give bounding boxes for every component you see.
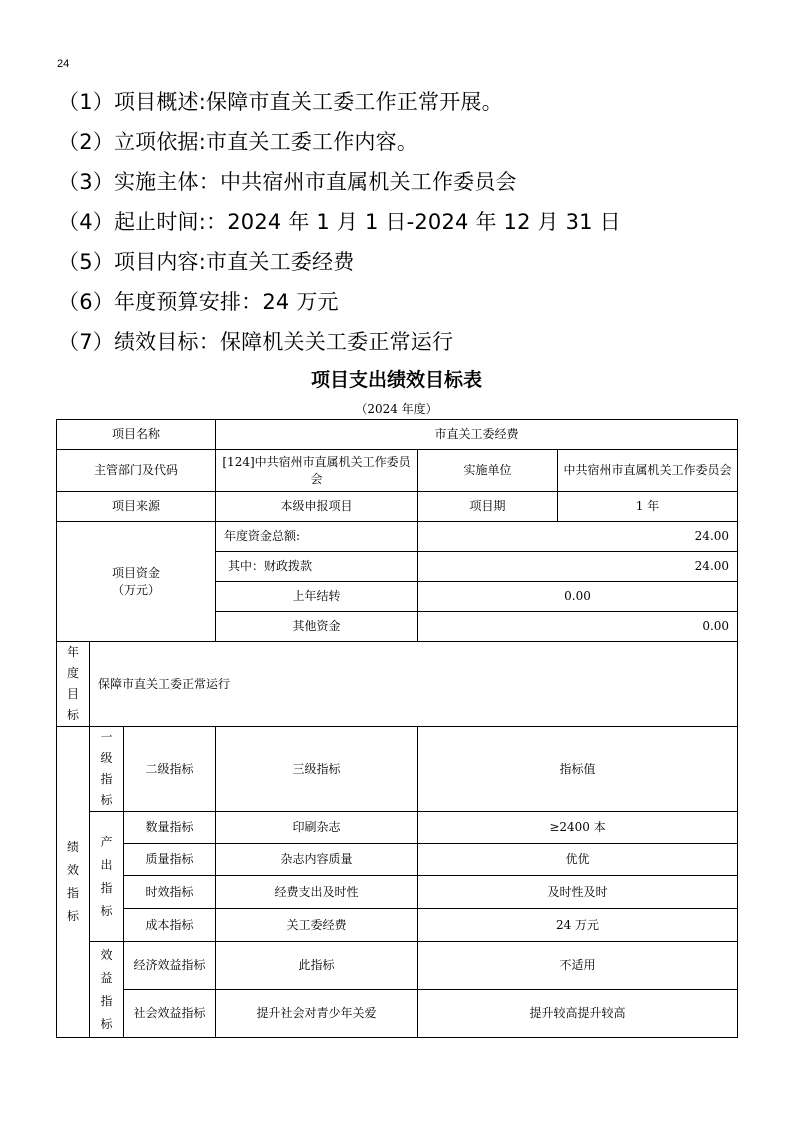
- funds-carry-label: 上年结转: [216, 582, 418, 612]
- output-l3: 经费支出及时性: [216, 876, 418, 909]
- funds-fiscal-value: 24.00: [418, 552, 738, 582]
- source-label: 项目来源: [57, 492, 216, 522]
- value-header: 指标值: [418, 727, 738, 812]
- funds-unit: （万元）: [112, 582, 161, 597]
- output-l2: 时效指标: [124, 876, 216, 909]
- output-indicator-label: 产 出 指 标: [90, 812, 124, 942]
- funds-fiscal-label: 其中：财政拨款: [216, 552, 418, 582]
- level2-header: 二级指标: [124, 727, 216, 812]
- table-row: [57, 942, 738, 990]
- table-row: [57, 492, 738, 522]
- table-row: [57, 876, 738, 909]
- benefit-indicator-label: 效 益 指 标: [90, 942, 124, 1038]
- table-row: [57, 990, 738, 1038]
- output-value: 24 万元: [418, 909, 738, 942]
- impl-value: 中共宿州市直属机关工作委员会: [558, 450, 738, 492]
- output-value: 及时性及时: [418, 876, 738, 909]
- perf-indicator-label: 绩 效 指 标: [57, 727, 90, 1038]
- benefit-l2: 经济效益指标: [124, 942, 216, 990]
- table-year: （2024 年度）: [355, 402, 438, 416]
- benefit-value: 不适用: [418, 942, 738, 990]
- output-l3: 关工委经费: [216, 909, 418, 942]
- output-l2: 质量指标: [124, 844, 216, 876]
- output-l3: 杂志内容质量: [216, 844, 418, 876]
- project-summary: [58, 82, 758, 362]
- level1-header: 一 级 指 标: [90, 727, 124, 812]
- impl-label: 实施单位: [418, 450, 558, 492]
- summary-period: （4）起止时间:：2024 年 1 月 1 日-2024 年 12 月 31 日: [58, 210, 621, 234]
- annual-goal-label: 年 度 目 标: [57, 642, 90, 727]
- output-l3: 印刷杂志: [216, 812, 418, 844]
- project-name-label: 项目名称: [57, 420, 216, 450]
- output-l2: 数量指标: [124, 812, 216, 844]
- output-value: ≥2400 本: [418, 812, 738, 844]
- performance-target-table: [56, 419, 738, 1038]
- period-value: 1 年: [558, 492, 738, 522]
- funds-other-value: 0.00: [418, 612, 738, 642]
- funds-total-label: 年度资金总额:: [216, 522, 418, 552]
- period-label: 项目期: [418, 492, 558, 522]
- funds-label-cell: [57, 522, 216, 642]
- summary-implementer: （3）实施主体：中共宿州市直属机关工作委员会: [58, 170, 517, 194]
- funds-carry-value: 0.00: [418, 582, 738, 612]
- page-number: 24: [57, 58, 70, 70]
- benefit-value: 提升较高提升较高: [418, 990, 738, 1038]
- project-name-value: 市直关工委经费: [216, 420, 738, 450]
- output-value: 优优: [418, 844, 738, 876]
- benefit-l3: 提升社会对青少年关爱: [216, 990, 418, 1038]
- summary-content: （5）项目内容:市直关工委经费: [58, 250, 355, 274]
- table-row: [57, 909, 738, 942]
- funds-label: 项目资金: [112, 565, 161, 580]
- summary-basis: （2）立项依据:市直关工委工作内容。: [58, 130, 419, 154]
- benefit-l3: 此指标: [216, 942, 418, 990]
- output-l2: 成本指标: [124, 909, 216, 942]
- table-row: [57, 844, 738, 876]
- table-row: [57, 642, 738, 727]
- table-row: [57, 727, 738, 812]
- annual-goal-value: 保障市直关工委正常运行: [90, 642, 738, 727]
- table-row: [57, 812, 738, 844]
- summary-overview: （1）项目概述:保障市直关工委工作正常开展。: [58, 90, 503, 114]
- dept-label: 主管部门及代码: [57, 450, 216, 492]
- table-row: [57, 522, 738, 552]
- summary-goal: （7）绩效目标：保障机关关工委正常运行: [58, 330, 454, 354]
- funds-other-label: 其他资金: [216, 612, 418, 642]
- funds-total-value: 24.00: [418, 522, 738, 552]
- table-row: [57, 450, 738, 492]
- summary-budget: （6）年度预算安排：24 万元: [58, 290, 339, 314]
- table-row: [57, 420, 738, 450]
- dept-value: [124]中共宿州市直属机关工作委员会: [216, 450, 418, 492]
- level3-header: 三级指标: [216, 727, 418, 812]
- benefit-l2: 社会效益指标: [124, 990, 216, 1038]
- source-value: 本级申报项目: [216, 492, 418, 522]
- table-title: 项目支出绩效目标表: [310, 369, 482, 391]
